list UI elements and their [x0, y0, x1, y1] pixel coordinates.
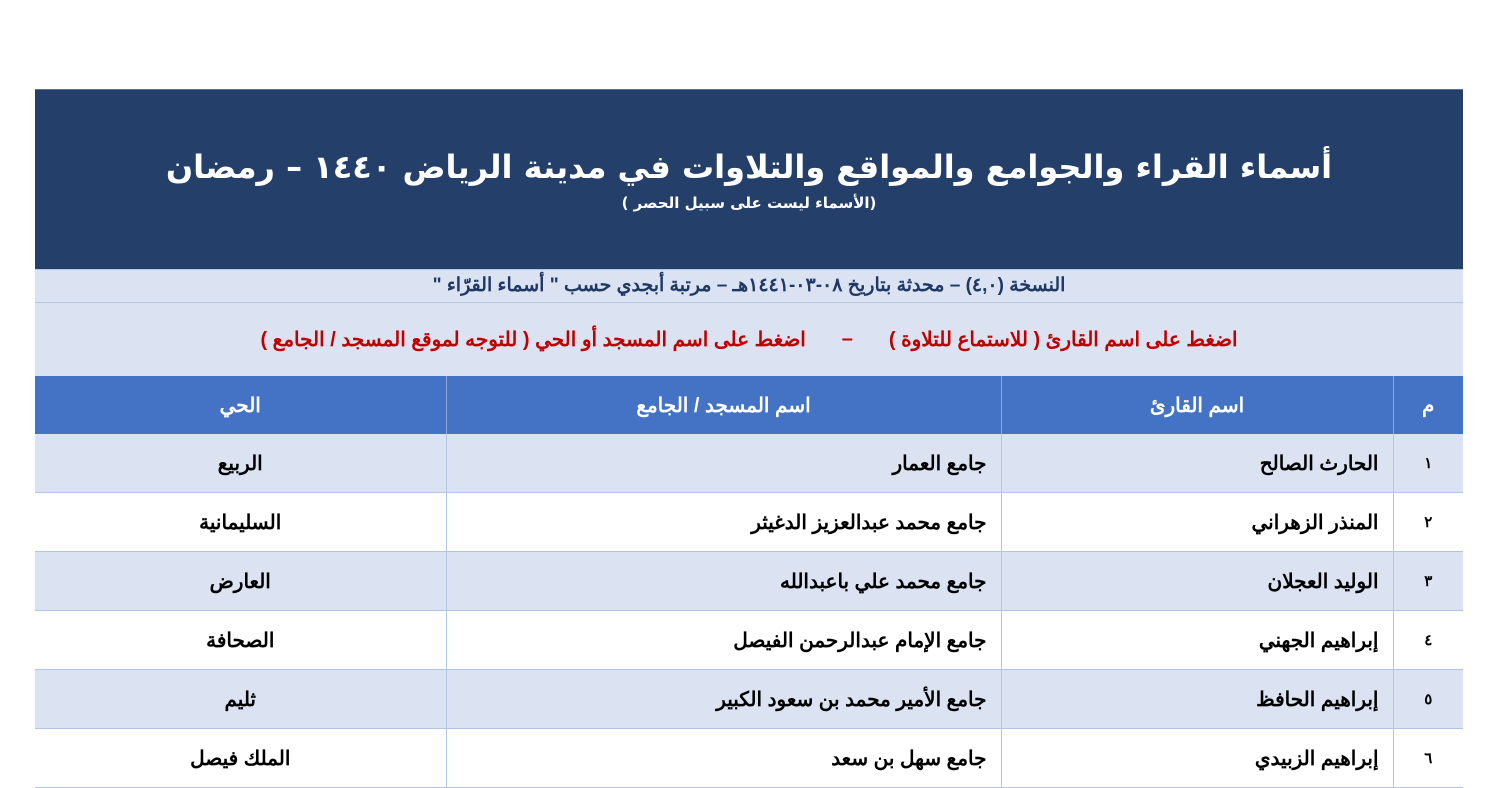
district-link[interactable]: الصحافة: [35, 611, 446, 670]
table-row: [35, 493, 1463, 552]
reciters-table: [35, 376, 1463, 788]
reader-name-link[interactable]: إبراهيم الجهني: [1001, 611, 1393, 670]
table-row: [35, 670, 1463, 729]
instruction-separator: –: [841, 328, 853, 350]
row-number: ١: [1393, 434, 1463, 493]
column-header-district: الحي: [35, 376, 446, 434]
reader-name-link[interactable]: الوليد العجلان: [1001, 552, 1393, 611]
page-subtitle: (الأسماء ليست على سبيل الحصر ): [621, 194, 877, 212]
version-line: النسخة (٤,٠) – محدثة بتاريخ ٠٨-٠٣-١٤٤١هـ – مرتبة أبجدي حسب " أسماء القرّاء ": [35, 269, 1463, 303]
page-title: أسماء القراء والجوامع والمواقع والتلاوات في مدينة الرياض ١٤٤٠ – رمضان: [165, 148, 1333, 186]
table-header-row: [35, 376, 1463, 434]
reader-name-link[interactable]: المنذر الزهراني: [1001, 493, 1393, 552]
district-link[interactable]: العارض: [35, 552, 446, 611]
district-link[interactable]: الربيع: [35, 434, 446, 493]
mosque-name-link[interactable]: جامع محمد علي باعبدالله: [446, 552, 1001, 611]
location-instruction: اضغط على اسم المسجد أو الحي ( للتوجه لموقع المسجد / الجامع ): [260, 329, 806, 351]
row-number: ٥: [1393, 670, 1463, 729]
table-row: [35, 611, 1463, 670]
mosque-name-link[interactable]: جامع الإمام عبدالرحمن الفيصل: [446, 611, 1001, 670]
table-row: [35, 434, 1463, 493]
row-number: ٣: [1393, 552, 1463, 611]
reader-name-link[interactable]: إبراهيم الزبيدي: [1001, 729, 1393, 788]
listen-instruction: اضغط على اسم القارئ ( للاستماع للتلاوة ): [888, 329, 1238, 351]
mosque-name-link[interactable]: جامع سهل بن سعد: [446, 729, 1001, 788]
district-link[interactable]: الملك فيصل: [35, 729, 446, 788]
district-link[interactable]: السليمانية: [35, 493, 446, 552]
mosque-name-link[interactable]: جامع محمد عبدالعزيز الدغيثر: [446, 493, 1001, 552]
title-banner: [35, 89, 1463, 269]
mosque-name-link[interactable]: جامع الأمير محمد بن سعود الكبير: [446, 670, 1001, 729]
table-row: [35, 552, 1463, 611]
row-number: ٢: [1393, 493, 1463, 552]
instructions-bar: [35, 303, 1463, 376]
reader-name-link[interactable]: الحارث الصالح: [1001, 434, 1393, 493]
table-row: [35, 729, 1463, 788]
row-number: ٦: [1393, 729, 1463, 788]
column-header-number: م: [1393, 376, 1463, 434]
reciters-sheet: [35, 89, 1463, 785]
row-number: ٤: [1393, 611, 1463, 670]
reader-name-link[interactable]: إبراهيم الحافظ: [1001, 670, 1393, 729]
column-header-reader: اسم القارئ: [1001, 376, 1393, 434]
district-link[interactable]: ثليم: [35, 670, 446, 729]
mosque-name-link[interactable]: جامع العمار: [446, 434, 1001, 493]
column-header-mosque: اسم المسجد / الجامع: [446, 376, 1001, 434]
